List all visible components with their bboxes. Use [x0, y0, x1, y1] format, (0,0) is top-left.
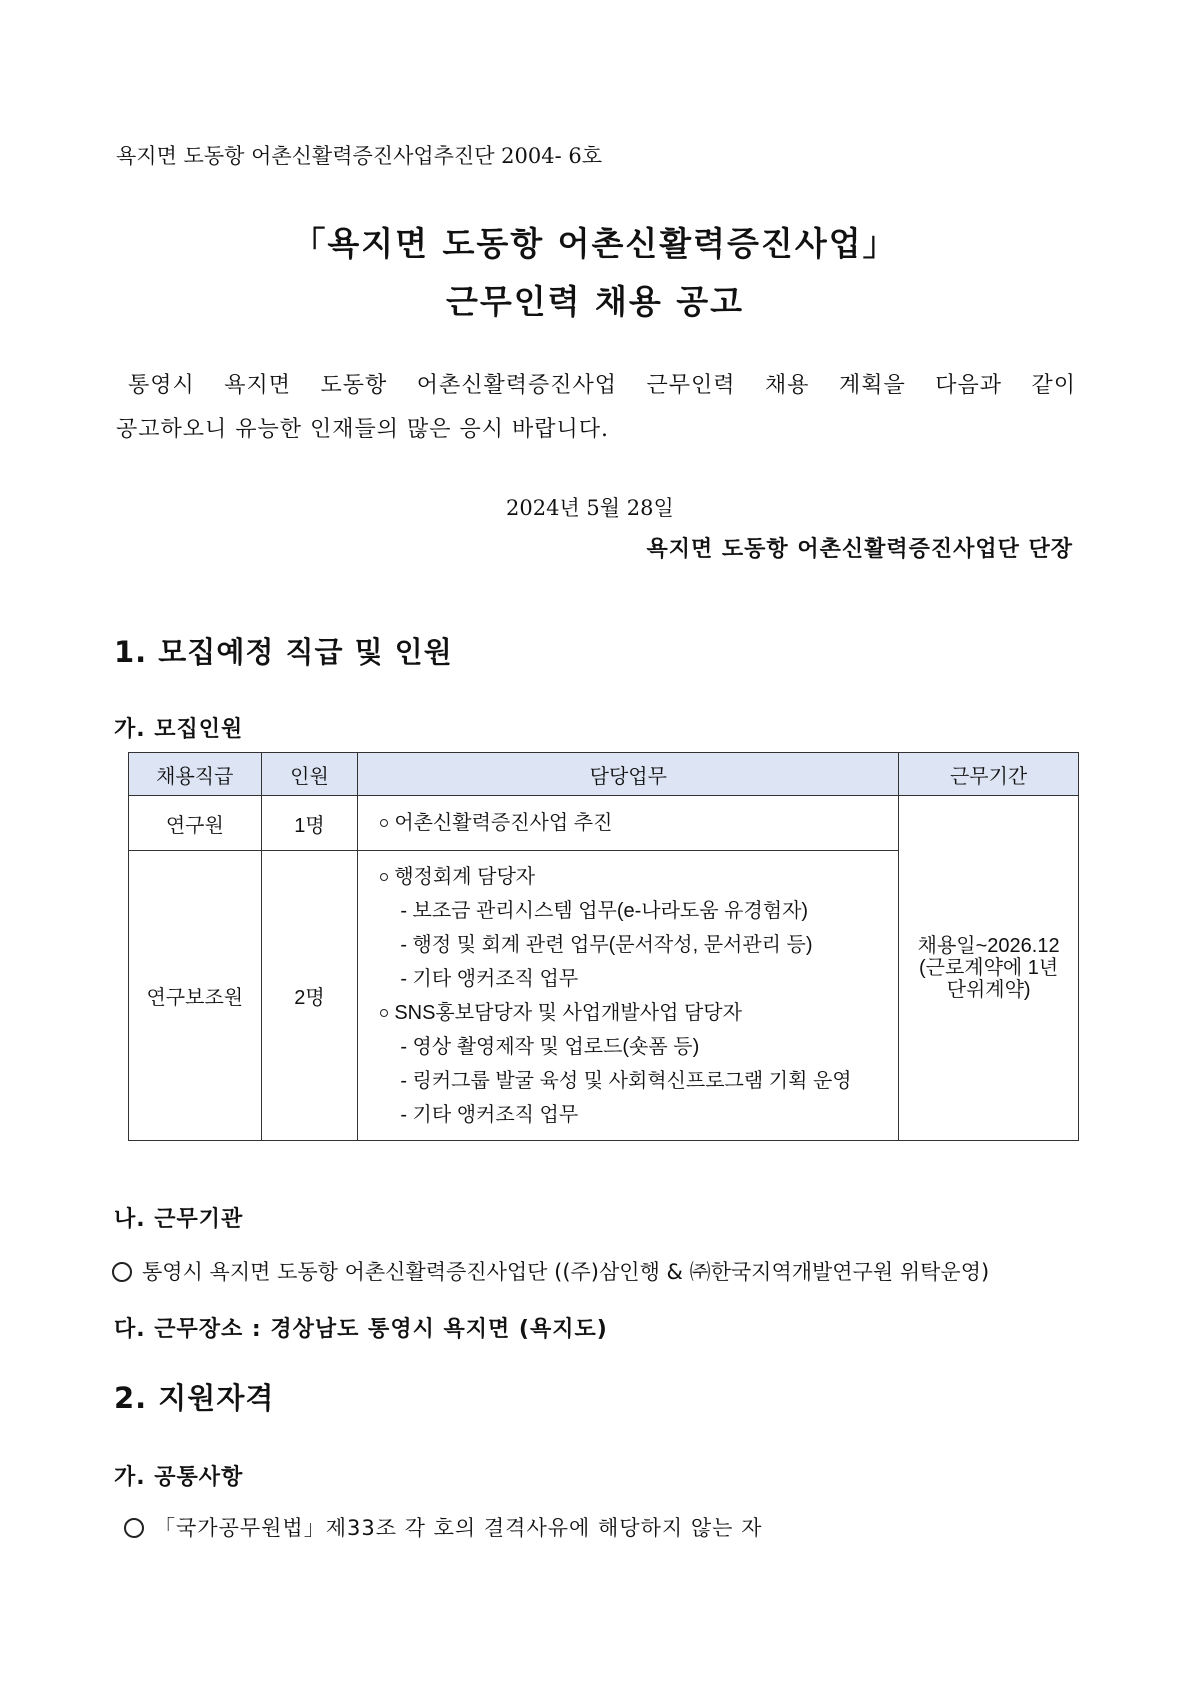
section-1-sub-a: 가. 모집인원: [114, 717, 244, 742]
intro-line-1: 통영시 욕지면 도동항 어촌신활력증진사업 근무인력 채용 계획을 다음과 같이: [128, 373, 1076, 398]
duty-subitem: - 보조금 관리시스템 업무(e-나라도움 유경험자): [400, 899, 809, 922]
signer: 욕지면 도동항 어촌신활력증진사업단 단장: [646, 537, 1073, 562]
period-cell: [899, 796, 1079, 1141]
section-1-heading: 1. 모집예정 직급 및 인원: [114, 635, 453, 669]
bullet-icon: [380, 873, 388, 881]
period-line-3: 단위계약): [946, 979, 1031, 1001]
qualification-text: 「국가공무원법」제33조 각 호의 결격사유에 해당하지 않는 자: [154, 1516, 763, 1540]
period-line-1: 채용일~2026.12: [917, 935, 1060, 957]
duty-subitem: - 행정 및 회계 관련 업무(문서작성, 문서관리 등): [400, 933, 813, 956]
bullet-icon: [380, 1009, 388, 1017]
header-count: 인원: [261, 753, 358, 796]
institution-line: [112, 1256, 989, 1286]
recruitment-table: [128, 752, 1079, 1141]
duties-cell: [358, 851, 899, 1141]
circle-bullet-icon: [124, 1518, 144, 1538]
duty-item: SNS홍보담당자 및 사업개발사업 담당자: [380, 996, 876, 1030]
document-number: 욕지면 도동항 어촌신활력증진사업추진단 2004- 6호: [116, 144, 603, 168]
duty-subitem: - 기타 앵커조직 업무: [400, 967, 579, 990]
position-cell: 연구보조원: [129, 851, 262, 1141]
header-duties: 담당업무: [358, 753, 899, 796]
section-2-sub-a: 가. 공통사항: [114, 1465, 244, 1490]
header-position: 채용직급: [129, 753, 262, 796]
header-period: 근무기간: [899, 753, 1079, 796]
title-line-1: 「욕지면 도동항 어촌신활력증진사업」: [292, 224, 898, 263]
intro-line-2: 공고하오니 유능한 인재들의 많은 응시 바랍니다.: [116, 417, 610, 442]
qualification-line: [124, 1512, 762, 1542]
count-cell: 2명: [261, 851, 358, 1141]
table-row: [129, 796, 1079, 851]
duty-item: 행정회계 담당자: [380, 860, 876, 894]
duty-subitem: - 기타 앵커조직 업무: [400, 1103, 579, 1126]
section-2-heading: 2. 지원자격: [114, 1381, 275, 1415]
section-1-sub-b: 나. 근무기관: [114, 1207, 244, 1232]
section-1-sub-c: 다. 근무장소 : 경상남도 통영시 욕지면 (욕지도): [114, 1317, 608, 1342]
institution-text: 통영시 욕지면 도동항 어촌신활력증진사업단 ((주)삼인행 & ㈜한국지역개발연구원 위탁운영): [142, 1260, 990, 1284]
duty-item: 어촌신활력증진사업 추진: [380, 806, 876, 840]
circle-bullet-icon: [112, 1262, 132, 1282]
position-cell: 연구원: [129, 796, 262, 851]
duty-subitem: - 영상 촬영제작 및 업로드(숏폼 등): [400, 1035, 700, 1058]
period-line-2: (근로계약에 1년: [918, 957, 1059, 979]
title-line-2: 근무인력 채용 공고: [445, 282, 744, 321]
duty-subitem: - 링커그룹 발굴 육성 및 사회혁신프로그램 기획 운영: [400, 1069, 852, 1092]
announcement-date: 2024년 5월 28일: [506, 496, 674, 520]
duties-cell: [358, 796, 899, 851]
bullet-icon: [380, 819, 388, 827]
count-cell: 1명: [261, 796, 358, 851]
table-header-row: [129, 753, 1079, 796]
